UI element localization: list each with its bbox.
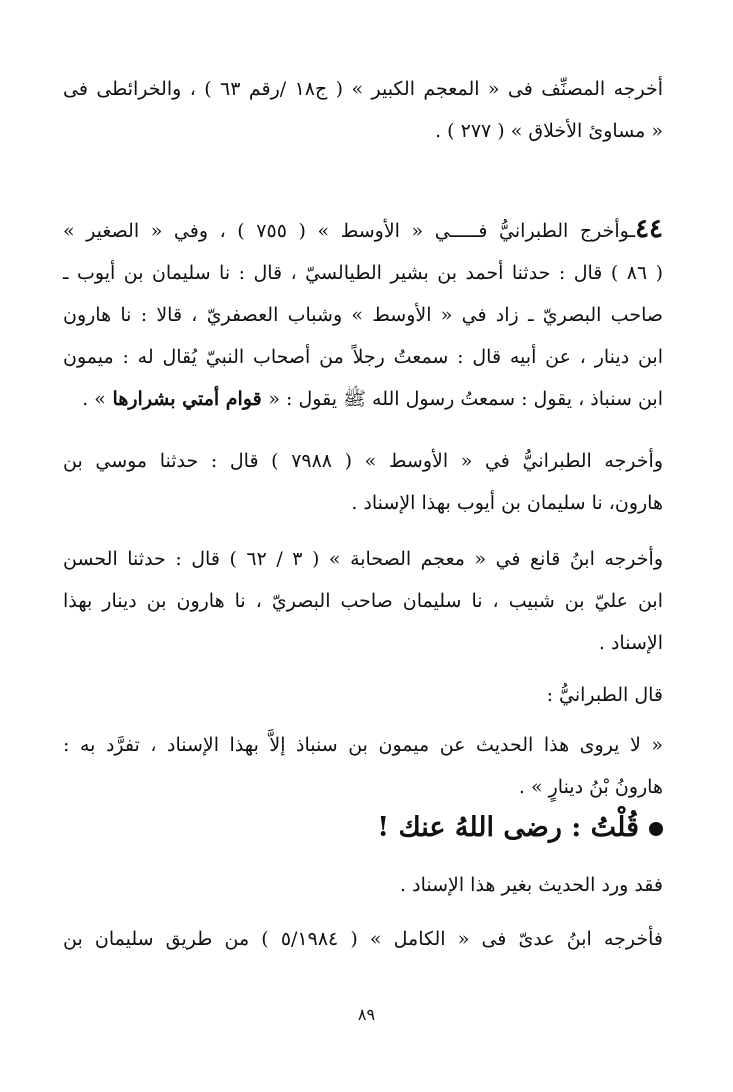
paragraph-4	[63, 538, 663, 664]
text-line: قال الطبرانيُّ :	[546, 684, 663, 706]
paragraph-6	[63, 724, 663, 808]
text-fragment: ـوأخرج الطبرانيُّ فـــــي « الأوسط » ( ٧٥٥ ) ، وفي « الصغير »	[63, 220, 636, 242]
text-line: « مساوئ الأخلاق » ( ٢٧٧ ) .	[435, 120, 663, 142]
hadith-number: ٤٤	[635, 214, 663, 244]
text-line: وأخرجه ابنُ قانع في « معجم الصحابة » ( ٣ / ٦٢ ) قال : حدثنا الحسن	[63, 548, 663, 570]
page-number: ٨٩	[357, 1005, 376, 1024]
text-line: فأخرجه ابنُ عدىّ فى « الكامل » ( ٥/١٩٨٤ ) من طريق سليمان بن	[63, 928, 663, 950]
paragraph-7	[63, 864, 663, 906]
paragraph-1	[63, 68, 663, 152]
text-line: ابن عليّ بن شبيب ، نا سليمان صاحب البصريّ ، نا هارون بن دينار بهذا	[63, 590, 663, 612]
text-line: ( ٨٦ ) قال : حدثنا أحمد بن بشير الطيالسيّ ، قال : نا سليمان بن أيوب ـ	[63, 262, 664, 284]
paragraph-8	[63, 918, 663, 960]
text-fragment: ابن سنباذ ، يقول : سمعتُ رسول الله ﷺ يقول : «	[268, 388, 663, 410]
paragraph-2	[63, 208, 663, 420]
text-line: هارونُ بْنُ دينارٍ » .	[518, 776, 663, 798]
text-line: « لا يروى هذا الحديث عن ميمون بن سنباذ إلاَّ بهذا الإسناد ، تفرَّد به :	[63, 734, 663, 756]
section-heading	[63, 812, 663, 843]
text-fragment: » .	[82, 388, 106, 410]
heading-text: قُلْتُ : رضى اللهُ عنك !	[377, 812, 639, 843]
text-line: وأخرجه الطبرانيُّ في « الأوسط » ( ٧٩٨٨ ) قال : حدثنا موسي بن	[63, 450, 663, 472]
paragraph-3	[63, 440, 663, 524]
bullet-icon	[649, 822, 663, 836]
text-line: الإسناد .	[598, 632, 663, 654]
text-line: صاحب البصريّ ـ زاد في « الأوسط » وشباب العصفريّ ، قالا : نا هارون	[63, 304, 663, 326]
text-line: فقد ورد الحديث بغير هذا الإسناد .	[400, 874, 663, 896]
text-line: أخرجه المصنِّف فى « المعجم الكبير » ( ج١٨ /رقم ٦٣ ) ، والخرائطى فى	[63, 78, 664, 100]
paragraph-5	[63, 674, 663, 716]
text-line: هارون، نا سليمان بن أيوب بهذا الإسناد .	[351, 492, 663, 514]
hadith-text: قوام أمتي بشرارها	[105, 388, 269, 410]
text-line	[63, 208, 663, 252]
text-line	[63, 378, 663, 420]
text-line: ابن دينار ، عن أبيه قال : سمعتُ رجلاً من أصحاب النبيّ يُقال له : ميمون	[63, 346, 663, 368]
